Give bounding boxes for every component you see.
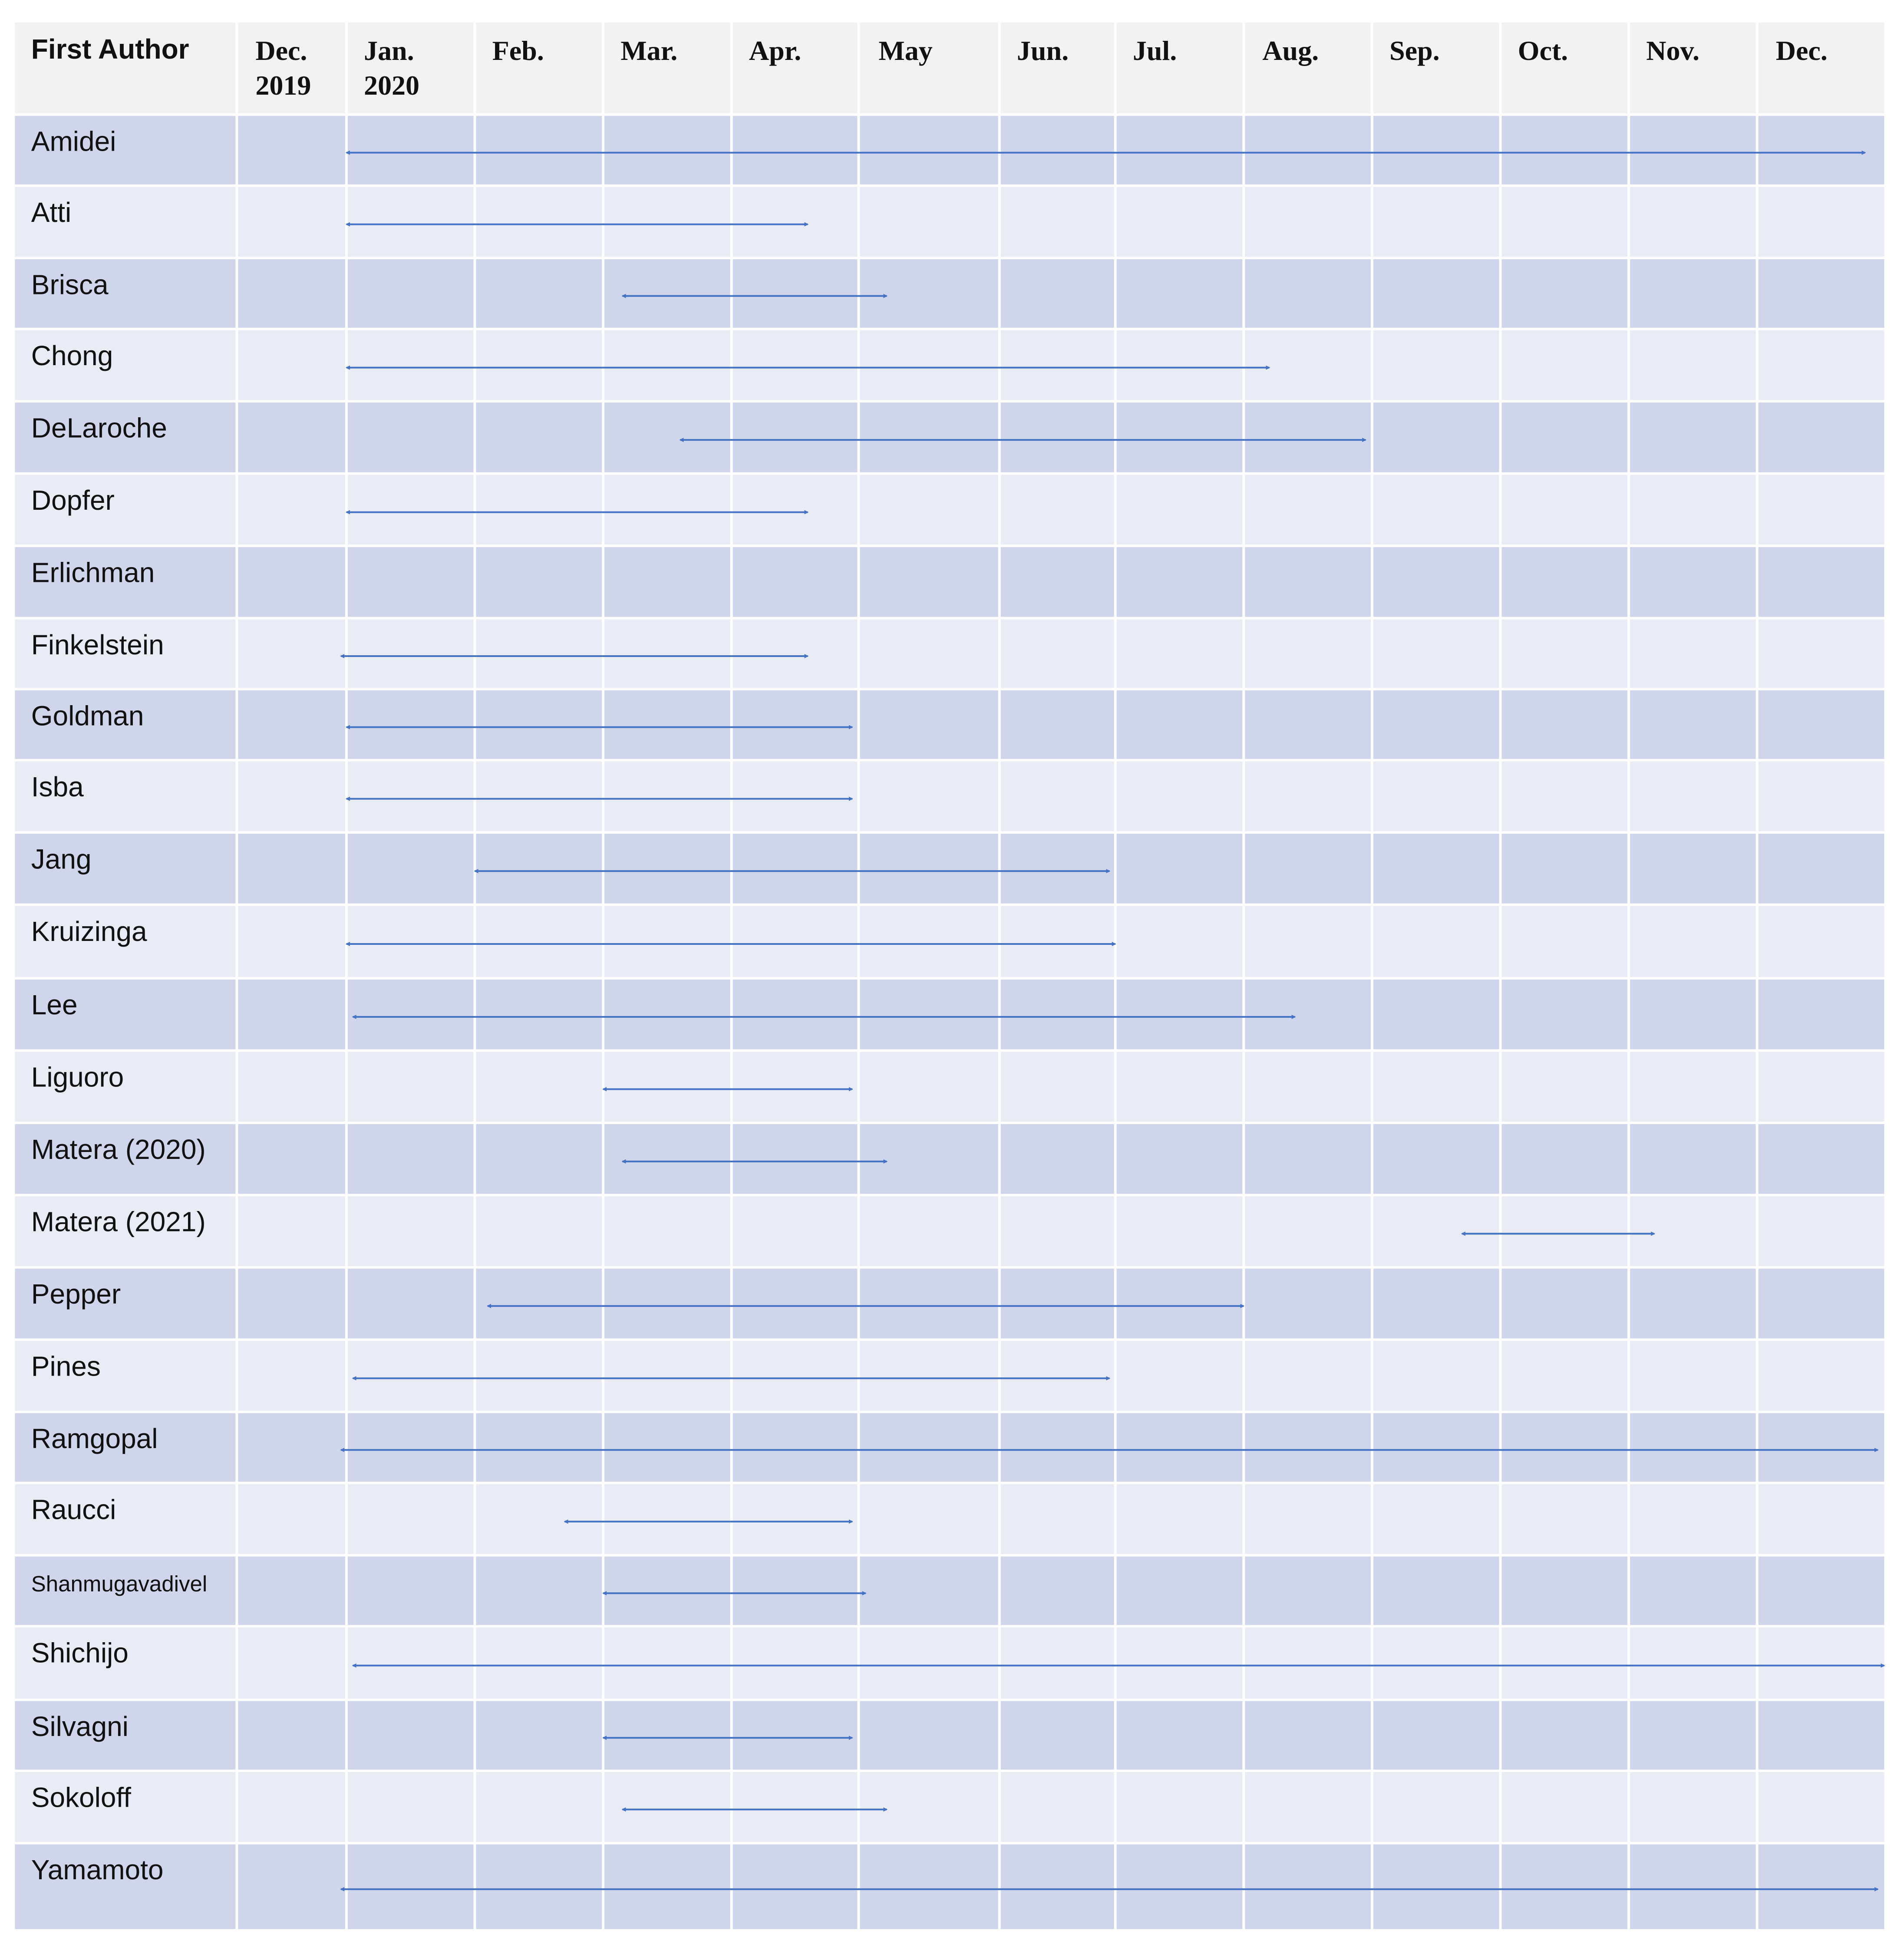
row-background bbox=[15, 980, 1884, 1049]
month-header-label: Feb. bbox=[492, 35, 544, 66]
author-label: Matera (2021) bbox=[31, 1206, 206, 1238]
author-label: Matera (2020) bbox=[31, 1134, 206, 1165]
row-background bbox=[15, 1845, 1884, 1929]
month-header-label: Dec. bbox=[1775, 35, 1828, 66]
row-background bbox=[15, 690, 1884, 759]
row-background bbox=[15, 762, 1884, 832]
row-background bbox=[15, 1772, 1884, 1842]
month-header-label: Mar. bbox=[620, 35, 678, 66]
row-background bbox=[15, 619, 1884, 688]
month-header-label: 2019 bbox=[255, 70, 311, 101]
author-label: Raucci bbox=[31, 1494, 116, 1525]
author-label: Kruizinga bbox=[31, 915, 147, 947]
row-background bbox=[15, 116, 1884, 185]
author-label: Shanmugavadivel bbox=[31, 1571, 208, 1596]
author-label: Finkelstein bbox=[31, 629, 164, 660]
row-background bbox=[15, 1557, 1884, 1625]
month-header-label: Jun. bbox=[1016, 35, 1069, 66]
author-label: Isba bbox=[31, 771, 84, 802]
month-header-label: May bbox=[878, 35, 933, 66]
author-label: Pines bbox=[31, 1350, 101, 1382]
month-header-label: Sep. bbox=[1389, 35, 1440, 66]
month-header-label: Jul. bbox=[1132, 35, 1177, 66]
row-background bbox=[15, 1341, 1884, 1411]
row-background bbox=[15, 1052, 1884, 1122]
author-label: Chong bbox=[31, 340, 113, 371]
author-label: Jang bbox=[31, 843, 92, 875]
author-label: Goldman bbox=[31, 700, 144, 732]
author-label: Pepper bbox=[31, 1278, 121, 1310]
author-label: Dopfer bbox=[31, 484, 115, 516]
row-background bbox=[15, 547, 1884, 617]
month-header-label: Dec. bbox=[255, 35, 307, 66]
row-background bbox=[15, 1627, 1884, 1699]
author-label: Liguoro bbox=[31, 1061, 124, 1093]
row-background bbox=[15, 1269, 1884, 1339]
row-background bbox=[15, 1701, 1884, 1770]
row-background bbox=[15, 834, 1884, 904]
author-label: Shichijo bbox=[31, 1637, 129, 1669]
table-background bbox=[15, 23, 1884, 1929]
row-background bbox=[15, 187, 1884, 257]
author-label: Brisca bbox=[31, 269, 109, 300]
author-label: Sokoloff bbox=[31, 1782, 131, 1813]
author-label: Amidei bbox=[31, 125, 116, 157]
author-label: Atti bbox=[31, 196, 72, 228]
author-label: DeLaroche bbox=[31, 412, 167, 444]
row-background bbox=[15, 1196, 1884, 1266]
row-background bbox=[15, 259, 1884, 328]
first-author-header: First Author bbox=[31, 33, 189, 65]
author-label: Silvagni bbox=[31, 1710, 129, 1742]
row-background bbox=[15, 1484, 1884, 1554]
month-header-label: 2020 bbox=[364, 70, 420, 101]
row-background bbox=[15, 1413, 1884, 1482]
author-label: Yamamoto bbox=[31, 1854, 164, 1885]
month-header-label: Nov. bbox=[1646, 35, 1699, 66]
month-header-label: Jan. bbox=[364, 35, 414, 66]
author-label: Erlichman bbox=[31, 557, 155, 588]
author-label: Ramgopal bbox=[31, 1422, 158, 1454]
month-header-label: Oct. bbox=[1518, 35, 1568, 66]
row-background bbox=[15, 475, 1884, 545]
row-background bbox=[15, 906, 1884, 977]
author-label: Lee bbox=[31, 989, 78, 1021]
row-background bbox=[15, 1124, 1884, 1194]
row-background bbox=[15, 330, 1884, 400]
row-background bbox=[15, 403, 1884, 472]
month-header-label: Apr. bbox=[749, 35, 802, 66]
month-header-label: Aug. bbox=[1262, 35, 1319, 66]
